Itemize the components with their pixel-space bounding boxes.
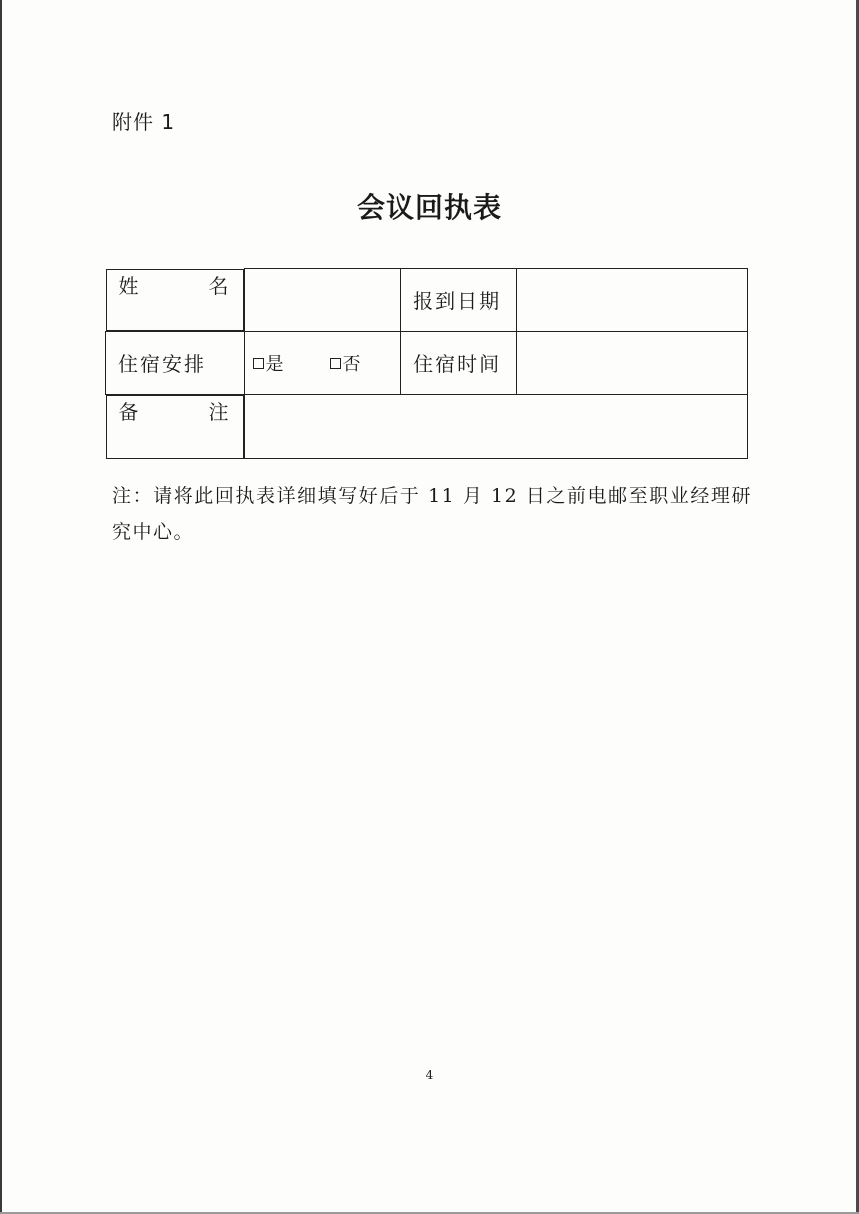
yes-checkbox[interactable] xyxy=(253,358,264,369)
name-label-char: 名 xyxy=(208,273,229,298)
name-field[interactable] xyxy=(244,269,401,332)
attachment-label: 附件 1 xyxy=(112,110,176,134)
receipt-form-table xyxy=(105,268,748,459)
accommodation-label: 住宿安排 xyxy=(106,331,245,394)
remarks-label-char: 注 xyxy=(208,399,229,424)
table-row xyxy=(106,269,748,332)
table-row xyxy=(106,331,748,394)
submission-note: 注：请将此回执表详细填写好后于 11 月 12 日之前电邮至职业经理研究中心。 xyxy=(112,485,752,543)
remarks-label-char: 备 xyxy=(118,399,139,424)
form-title: 会议回执表 xyxy=(356,191,502,224)
remarks-field[interactable] xyxy=(244,394,748,459)
report-date-field[interactable] xyxy=(516,269,747,332)
accommodation-choice xyxy=(244,331,401,394)
report-date-label: 报到日期 xyxy=(401,269,516,332)
table-row xyxy=(106,394,748,459)
remarks-label xyxy=(106,395,244,459)
stay-time-label: 住宿时间 xyxy=(401,331,516,394)
name-label-char: 姓 xyxy=(118,273,139,298)
name-label xyxy=(106,269,244,331)
scan-edge-left xyxy=(0,0,2,1214)
yes-option-label: 是 xyxy=(265,353,284,375)
stay-time-field[interactable] xyxy=(516,331,747,394)
page-number: 4 xyxy=(425,1068,434,1082)
no-checkbox[interactable] xyxy=(330,358,341,369)
no-option-label: 否 xyxy=(342,353,361,375)
